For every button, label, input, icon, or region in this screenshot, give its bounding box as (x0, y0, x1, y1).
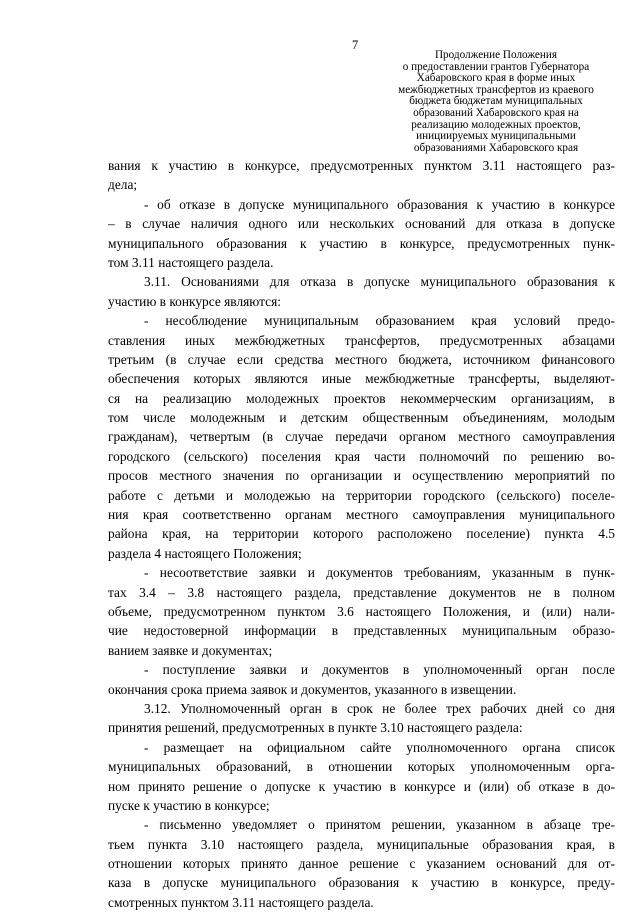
body-line: - поступление заявки и документов в уполномоченный орган после (144, 662, 615, 678)
body-line: работе с детьми и молодежью на территории городского (сельского) поселе- (108, 487, 615, 503)
body-line: участию в конкурсе являются: (108, 293, 281, 309)
body-line: – в случае наличия одного или нескольких оснований для отказа в допуске (108, 216, 615, 232)
body-line: дела; (108, 177, 138, 193)
header-line: межбюджетных трансфертов из краевого (398, 83, 594, 96)
body-line: муниципальных образований, в отношении которых уполномоченным орга- (108, 759, 615, 775)
body-line: том 3.11 настоящего раздела. (108, 254, 274, 270)
body-line: 3.12. Уполномоченный орган в срок не более трех рабочих дней со дня (144, 700, 615, 716)
body-line: тах 3.4 – 3.8 настоящего раздела, представление документов не в полном (108, 584, 615, 600)
header-line: образований Хабаровского края на (413, 106, 579, 119)
body-line: объеме, предусмотренном пунктом 3.6 настоящего Положения, и (или) нали- (108, 603, 615, 619)
body-line: тьем пункта 3.10 настоящего раздела, муниципальные образования края, в (108, 836, 615, 852)
body-line: гражданам), четвертым (в случае передачи органом местного самоуправления (108, 429, 615, 445)
header-line: образованиями Хабаровского края (413, 141, 579, 154)
body-line: - несоответствие заявки и документов требованиям, указанным в пунк- (144, 565, 615, 581)
header-line: реализацию молодежных проектов, (411, 118, 581, 131)
body-line: обеспечения которых являются иные межбюджетные трансферты, выделяют- (108, 371, 615, 387)
body-line: вания к участию в конкурсе, предусмотренных пунктом 3.11 настоящего раз- (108, 158, 615, 173)
body-line: городского (сельского) поселения края части полномочий по решению во- (108, 448, 615, 464)
body-line: - размещает на официальном сайте уполномоченного органа список (144, 739, 615, 755)
body-line: пуске к участию в конкурсе; (108, 797, 270, 813)
body-line: - об отказе в допуске муниципального образования к участию в конкурсе (144, 196, 615, 212)
body-line: просов местного значения по организации и осуществлению мероприятий по (108, 468, 615, 484)
header-line: инициируемых муниципальными (416, 130, 576, 143)
body-line: чие недостоверной информации в представленных муниципальным образо- (108, 623, 615, 639)
body-line: ния края соответственно органам местного самоуправления муниципального (108, 507, 615, 523)
body-line: принятия решений, предусмотренных в пункте 3.10 настоящего раздела: (108, 720, 523, 736)
page-number: 7 (352, 38, 359, 52)
body-line: муниципального образования к участию в конкурсе, предусмотренных пунк- (108, 235, 615, 251)
body-line: раздела 4 настоящего Положения; (108, 545, 302, 561)
body-line: ся на реализацию молодежных проектов некоммерческим организациям, в (108, 390, 615, 406)
body-line: смотренных пунктом 3.11 настоящего раздела. (108, 894, 374, 910)
body-text (108, 156, 615, 912)
body-line: ном принято решение о допуске к участию в конкурсе и (или) об отказе в до- (108, 778, 615, 794)
header-line: Продолжение Положения (434, 49, 558, 61)
body-line: третьим (в случае если средства местного бюджета, источником финансового (108, 351, 615, 367)
body-line: том числе молодежным и детским общественным объединениям, молодым (108, 410, 615, 426)
body-line: ставления иных межбюджетных трансфертов, предусмотренных абзацами (108, 332, 615, 348)
body-line: - письменно уведомляет о принятом решении, указанном в абзаце тре- (144, 817, 615, 833)
body-line: каза в допуске муниципального образования к участию в конкурсе, преду- (108, 875, 615, 891)
header-note (374, 50, 618, 154)
body-line: района края, на территории которого расположено поселение) пункта 4.5 (108, 526, 615, 542)
header-line: о предоставлении грантов Губернатора (402, 60, 590, 73)
body-line: окончания срока приема заявок и документов, указанного в извещении. (108, 681, 517, 697)
body-line: отношении которых принято данное решение с указанием оснований для от- (108, 856, 615, 872)
body-line: - несоблюдение муниципальным образованием края условий предо- (144, 313, 615, 329)
body-line: ванием заявке и документах; (108, 642, 273, 658)
body-line: 3.11. Основаниями для отказа в допуске муниципального образования к (144, 274, 615, 290)
header-line: бюджета бюджетам муниципальных (409, 95, 583, 108)
header-line: Хабаровского края в форме иных (416, 72, 576, 85)
